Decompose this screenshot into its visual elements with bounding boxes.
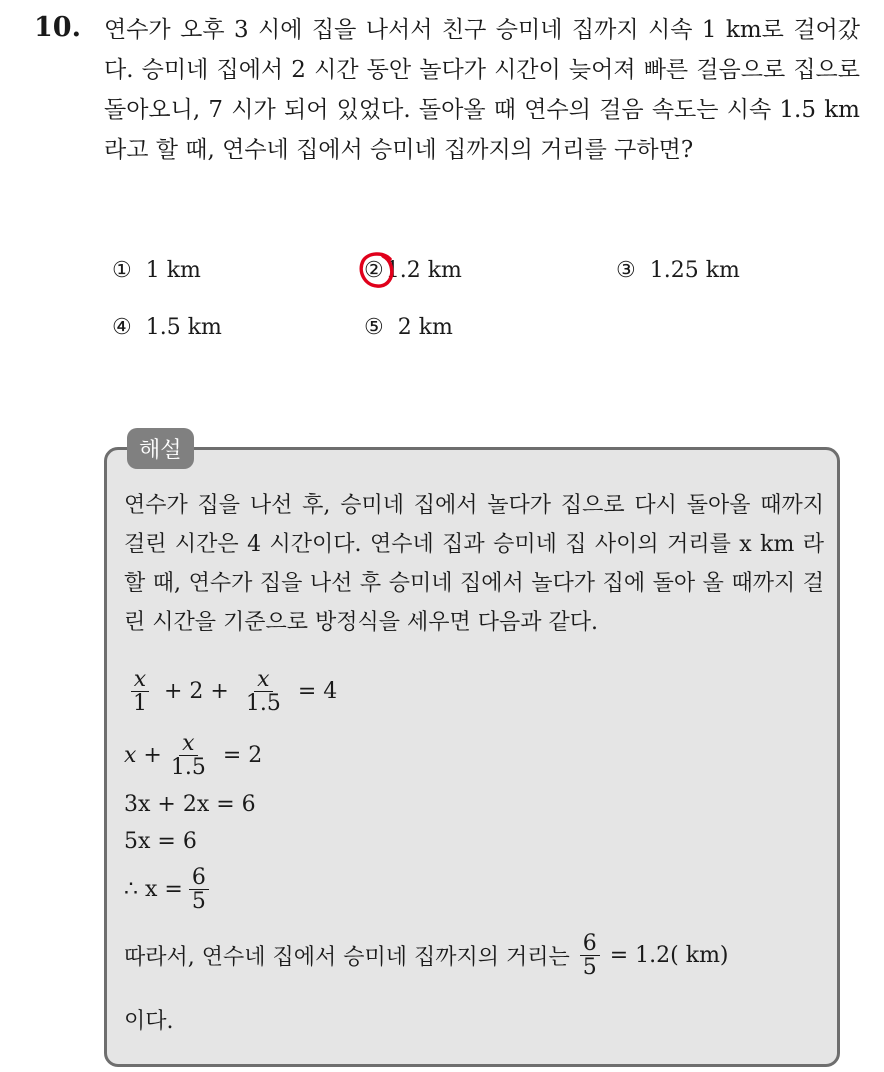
choice-mark: ① [112, 258, 132, 283]
choice-mark: ⑤ [364, 315, 384, 340]
choice-2[interactable] [364, 258, 462, 283]
equation-5: ∴ x = $\frac{6}{5}$ [124, 866, 215, 913]
question-text: 연수가 오후 3 시에 집을 나서서 친구 승미네 집까지 시속 1 km로 걸어갔다. 승미네 집에서 2 시간 동안 놀다가 시간이 늦어져 빠른 걸음으로 집으로 돌아오니, 7 시가 되어 있었다. 돌아올 때 연수의 걸음 속도는 시속 1.5 km라고 할 때, 연수네 집에서 승미네 집까지의 거리를 구하면? [104, 17, 860, 163]
equation-2: x + $\frac{x}{1.5}$ = 2 [124, 731, 263, 781]
choice-mark: ③ [616, 258, 636, 283]
question-number: 10. [34, 12, 81, 43]
choice-5[interactable] [364, 315, 453, 340]
solution-conclusion: 따라서, 연수네 집에서 승미네 집까지의 거리는 $\frac{6}{5}$ = 1.2( km) [124, 931, 729, 981]
choice-3[interactable] [616, 258, 740, 283]
selected-circle-icon [356, 249, 398, 291]
equation-4: 5x = 6 [124, 829, 197, 854]
choice-mark: ④ [112, 315, 132, 340]
solution-tag: 해설 [127, 428, 194, 469]
choice-value: 1.25 km [649, 258, 740, 283]
choice-value: 1.2 km [385, 258, 462, 283]
choice-value: 2 km [397, 315, 453, 340]
choice-value: 1 km [145, 258, 201, 283]
choice-value: 1.5 km [145, 315, 222, 340]
choice-mark: ② [364, 258, 384, 283]
equation-1: $\frac{x}{1}$ + 2 + $\frac{x}{1.5}$ = 4 [124, 668, 345, 715]
solution-conclusion-end: 이다. [124, 1009, 174, 1034]
solution-intro: 연수가 집을 나선 후, 승미네 집에서 놀다가 집으로 다시 돌아올 때까지 걸린 시간은 4 시간이다. 연수네 집과 승미네 집 사이의 거리를 x km 라 할 때, 연수가 집을 나선 후 승미네 집에서 놀다가 집에 돌아 올 때까지 걸린 시간을 기준으로 방정식을 세우면 다음과 같다. [124, 493, 824, 635]
choice-1[interactable] [112, 258, 201, 283]
equation-3: 3x + 2x = 6 [124, 792, 256, 817]
choice-4[interactable] [112, 315, 222, 340]
